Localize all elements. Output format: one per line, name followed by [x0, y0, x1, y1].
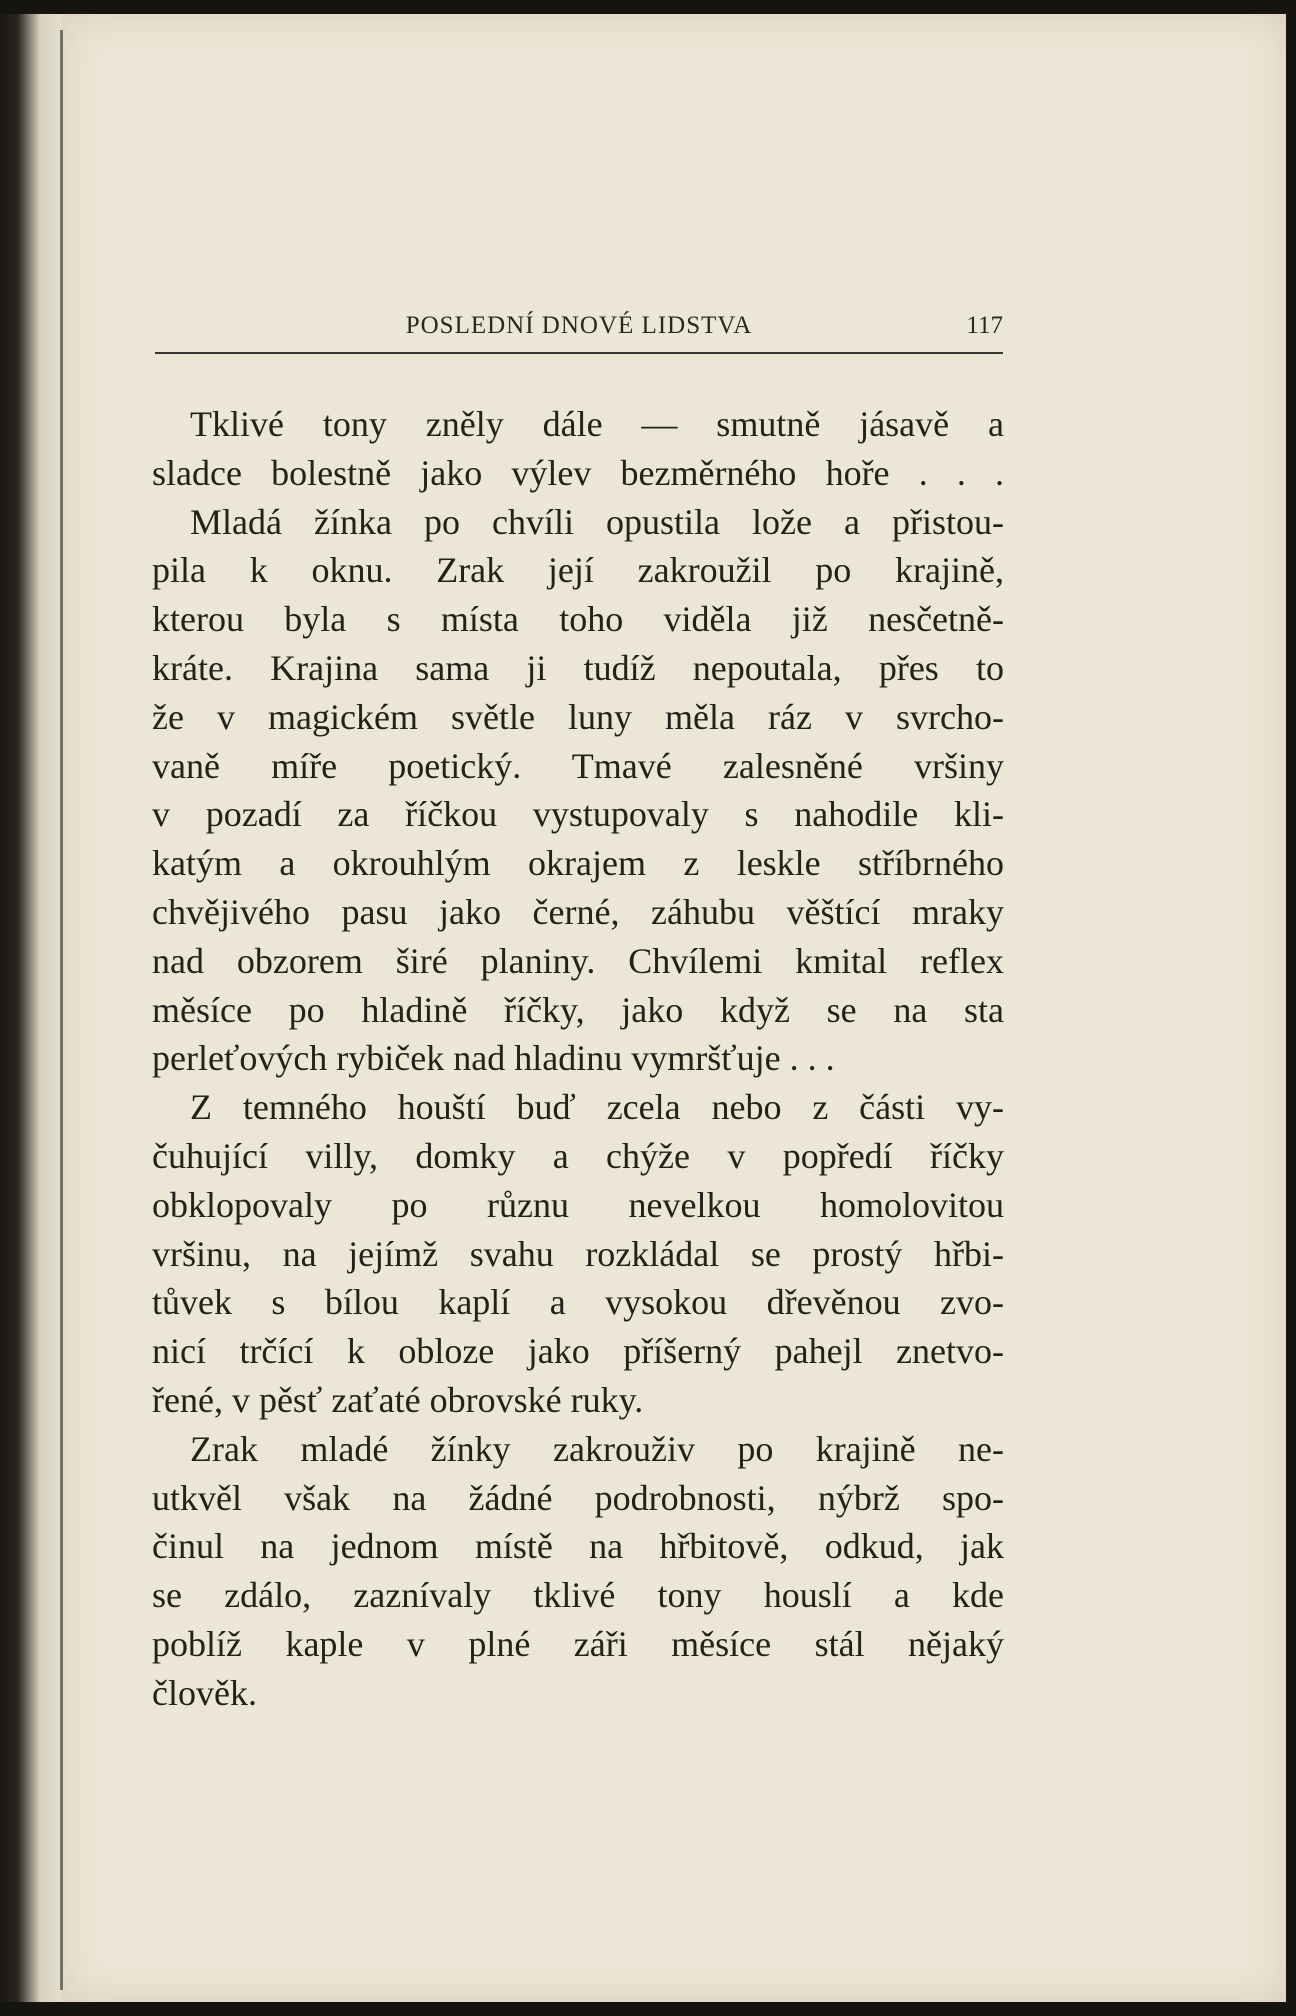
text-line: čuhující villy, domky a chýže v popředí říčky [152, 1135, 1004, 1176]
body-text [152, 400, 1004, 1718]
text-line: perleťových rybiček nad hladinu vymršťuje . . . [152, 1038, 835, 1079]
text-line: Z temného houští buď zcela nebo z části vy- [190, 1087, 1004, 1128]
text-line: vršinu, na jejímž svahu rozkládal se prostý hřbi- [152, 1233, 1004, 1274]
text-line: katým a okrouhlým okrajem z leskle stříbrného [152, 843, 1004, 884]
text-line: člověk. [152, 1672, 257, 1713]
text-line: měsíce po hladině říčky, jako když se na sta [152, 989, 1004, 1030]
header-rule [155, 352, 1003, 354]
text-line: tůvek s bílou kaplí a vysokou dřevěnou zvo- [152, 1282, 1004, 1323]
text-line: kráte. Krajina sama ji tudíž nepoutala, přes to [152, 647, 1004, 688]
text-line: poblíž kaple v plné záři měsíce stál nějaký [152, 1623, 1004, 1664]
text-line: obklopovaly po různu nevelkou homolovitou [152, 1184, 1004, 1225]
text-line: kterou byla s místa toho viděla již nesčetně- [152, 599, 1004, 640]
text-line: nad obzorem širé planiny. Chvílemi kmital reflex [152, 940, 1004, 981]
text-line: činul na jednom místě na hřbitově, odkud, jak [152, 1526, 1004, 1567]
text-line: v pozadí za říčkou vystupovaly s nahodile kli- [152, 794, 1004, 835]
page-number: 117 [966, 312, 1003, 339]
book-spine [0, 14, 62, 2002]
text-line: Zrak mladé žínky zakrouživ po krajině ne- [190, 1428, 1004, 1469]
text-line: Mladá žínka po chvíli opustila lože a přistou- [190, 501, 1004, 542]
text-line: vaně míře poetický. Tmavé zalesněné vršiny [152, 745, 1004, 786]
page-edge-shadow [60, 30, 63, 1990]
text-line: utkvěl však na žádné podrobnosti, nýbrž spo- [152, 1477, 1004, 1518]
text-line: řené, v pěsť zaťaté obrovské ruky. [152, 1379, 644, 1420]
running-head [155, 308, 1003, 348]
text-line: pila k oknu. Zrak její zakroužil po krajině, [152, 550, 1004, 591]
text-line: že v magickém světle luny měla ráz v svrcho- [152, 696, 1004, 737]
text-line: chvějivého pasu jako černé, záhubu věštící mraky [152, 891, 1004, 932]
text-line: Tklivé tony zněly dále — smutně jásavě a [190, 404, 1004, 444]
text-line: nicí trčící k obloze jako příšerný pahejl znetvo- [152, 1331, 1004, 1372]
running-title: POSLEDNÍ DNOVÉ LIDSTVA [405, 312, 753, 339]
text-line: se zdálo, zaznívaly tklivé tony houslí a kde [152, 1575, 1004, 1616]
text-line: sladce bolestně jako výlev bezměrného hoře . . . [152, 452, 1004, 493]
